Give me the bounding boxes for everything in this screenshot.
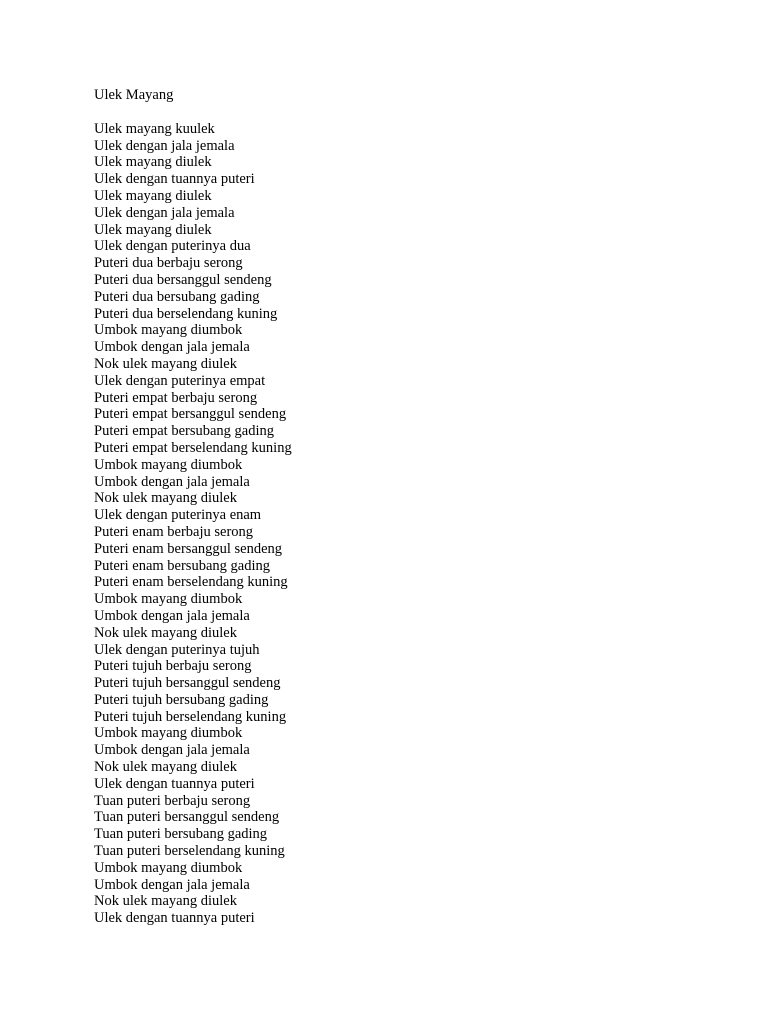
poem-line: Ulek dengan tuannya puteri <box>94 775 255 792</box>
poem-line: Ulek mayang diulek <box>94 154 212 171</box>
poem-line: Ulek dengan puterinya dua <box>94 238 251 255</box>
poem-line: Tuan puteri bersanggul sendeng <box>94 809 280 826</box>
poem-line: Puteri enam bersubang gading <box>94 557 270 574</box>
poem-line: Puteri dua bersanggul sendeng <box>94 271 272 288</box>
poem-line: Ulek mayang diulek <box>94 221 212 238</box>
document-body <box>94 87 292 927</box>
poem-line: Puteri tujuh berselendang kuning <box>94 708 287 725</box>
poem-line: Nok ulek mayang diulek <box>94 893 237 910</box>
poem-line: Umbok mayang diumbok <box>94 322 243 339</box>
poem-line: Umbok mayang diumbok <box>94 725 243 742</box>
poem-line: Umbok dengan jala jemala <box>94 876 250 893</box>
poem-line: Puteri dua berselendang kuning <box>94 305 278 322</box>
poem-line: Ulek dengan puterinya enam <box>94 507 262 524</box>
poem-line: Umbok mayang diumbok <box>94 859 243 876</box>
poem-line: Nok ulek mayang diulek <box>94 490 237 507</box>
poem-lines <box>94 121 292 927</box>
poem-line: Puteri empat bersanggul sendeng <box>94 406 287 423</box>
poem-line: Ulek dengan puterinya empat <box>94 372 266 389</box>
poem-line: Puteri empat bersubang gading <box>94 423 274 440</box>
poem-line: Puteri enam berselendang kuning <box>94 574 288 591</box>
poem-line: Puteri enam berbaju serong <box>94 523 254 540</box>
poem-line: Umbok dengan jala jemala <box>94 473 250 490</box>
poem-line: Puteri dua bersubang gading <box>94 288 260 305</box>
poem-line: Umbok mayang diumbok <box>94 591 243 608</box>
poem-line: Nok ulek mayang diulek <box>94 759 237 776</box>
poem-line: Ulek dengan tuannya puteri <box>94 171 255 188</box>
poem-line: Puteri tujuh bersubang gading <box>94 691 269 708</box>
poem-line: Tuan puteri berselendang kuning <box>94 843 285 860</box>
poem-line: Ulek mayang diulek <box>94 187 212 204</box>
poem-line: Nok ulek mayang diulek <box>94 355 237 372</box>
poem-line: Ulek dengan tuannya puteri <box>94 910 255 927</box>
poem-line: Ulek dengan jala jemala <box>94 137 235 154</box>
poem-line: Umbok dengan jala jemala <box>94 607 250 624</box>
poem-line: Ulek dengan jala jemala <box>94 204 235 221</box>
poem-line: Ulek mayang kuulek <box>94 120 215 137</box>
poem-line: Nok ulek mayang diulek <box>94 624 237 641</box>
poem-line: Umbok mayang diumbok <box>94 456 243 473</box>
poem-line: Tuan puteri bersubang gading <box>94 826 268 843</box>
poem-line: Puteri enam bersanggul sendeng <box>94 540 283 557</box>
poem-line: Puteri dua berbaju serong <box>94 255 243 272</box>
poem-line: Puteri tujuh bersanggul sendeng <box>94 675 281 692</box>
poem-line: Puteri empat berselendang kuning <box>94 439 292 456</box>
document-title: Ulek Mayang <box>94 87 174 103</box>
poem-line: Umbok dengan jala jemala <box>94 339 250 356</box>
poem-line: Puteri tujuh berbaju serong <box>94 658 252 675</box>
poem-line: Tuan puteri berbaju serong <box>94 792 251 809</box>
poem-line: Umbok dengan jala jemala <box>94 742 250 759</box>
poem-line: Ulek dengan puterinya tujuh <box>94 641 260 658</box>
poem-line: Puteri empat berbaju serong <box>94 389 258 406</box>
